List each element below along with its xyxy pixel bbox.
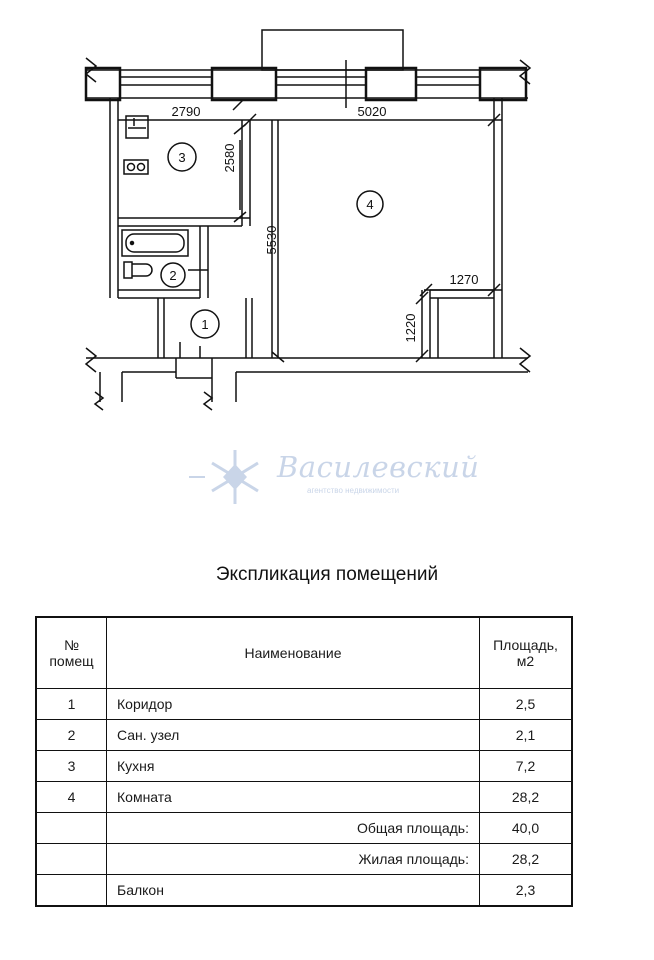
- dim-room-width: 5020: [357, 104, 387, 119]
- row-num: 1: [36, 689, 107, 720]
- living-area-row: [36, 844, 572, 875]
- top-niche: [262, 30, 403, 70]
- balcony-row: [36, 875, 572, 907]
- room-2-label: 2: [169, 268, 177, 283]
- empty-cell: [36, 875, 107, 907]
- living-area-label: Жилая площадь:: [107, 844, 480, 875]
- room-3-label: 3: [178, 150, 186, 165]
- table-row: [36, 751, 572, 782]
- header-num: № помещ: [36, 617, 107, 689]
- dim-balcony-width: 1270: [449, 272, 479, 287]
- balcony-label: Балкон: [107, 875, 480, 907]
- room-4-label: 4: [366, 197, 374, 212]
- empty-cell: [36, 813, 107, 844]
- row-name: Кухня: [107, 751, 480, 782]
- header-area: Площадь, м2: [480, 617, 573, 689]
- header-name: Наименование: [107, 617, 480, 689]
- empty-cell: [36, 844, 107, 875]
- row-num: 4: [36, 782, 107, 813]
- row-num: 3: [36, 751, 107, 782]
- explication-table: [35, 616, 573, 907]
- row-num: 2: [36, 720, 107, 751]
- watermark-subtitle: агентство недвижимости: [307, 486, 400, 495]
- dim-balcony-depth: 1220: [403, 313, 418, 343]
- watermark-name: Василевский: [277, 450, 480, 484]
- row-area: 2,1: [480, 720, 573, 751]
- row-area: 7,2: [480, 751, 573, 782]
- balcony-value: 2,3: [480, 875, 573, 907]
- room-1-label: 1: [201, 317, 209, 332]
- dim-kitchen-depth: 2580: [222, 143, 237, 173]
- row-area: 2,5: [480, 689, 573, 720]
- total-area-row: [36, 813, 572, 844]
- dim-kitchen-width: 2790: [171, 104, 201, 119]
- toilet-icon: [124, 262, 132, 278]
- table-row: [36, 720, 572, 751]
- dim-room-depth: 5530: [264, 225, 279, 255]
- watermark: [185, 446, 480, 508]
- row-name: Комната: [107, 782, 480, 813]
- table-row: [36, 689, 572, 720]
- total-area-label: Общая площадь:: [107, 813, 480, 844]
- row-name: Коридор: [107, 689, 480, 720]
- explication-title: Экспликация помещений: [215, 564, 439, 585]
- total-area-value: 40,0: [480, 813, 573, 844]
- table-row: [36, 782, 572, 813]
- snowflake-icon: [185, 446, 265, 508]
- living-area-value: 28,2: [480, 844, 573, 875]
- row-area: 28,2: [480, 782, 573, 813]
- table-header-row: [36, 617, 572, 689]
- row-name: Сан. узел: [107, 720, 480, 751]
